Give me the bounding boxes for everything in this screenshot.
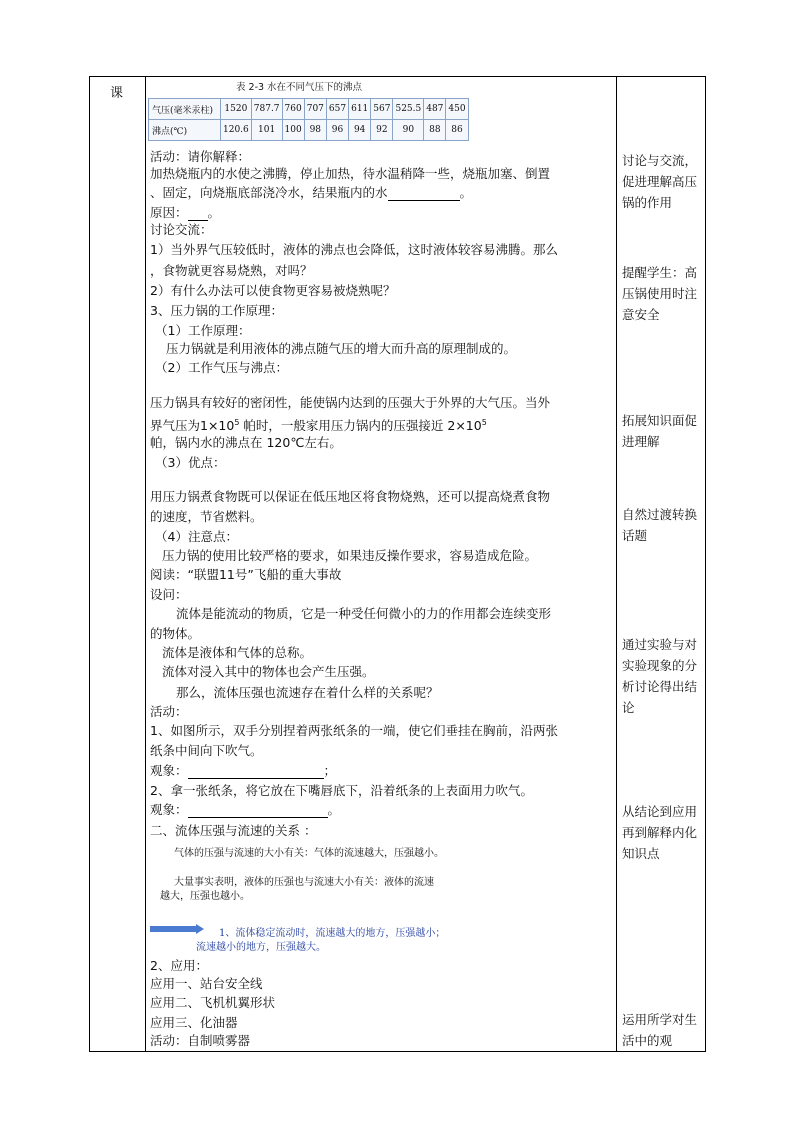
answer-blank[interactable] xyxy=(388,188,460,201)
text-line: 阅读：“联盟11号”飞船的重大事故 xyxy=(150,567,342,582)
answer-blank[interactable] xyxy=(188,805,328,818)
text-line: （4）注意点： xyxy=(155,529,238,544)
discussion-heading: 讨论交流： xyxy=(150,222,213,237)
activity-heading: 活动：请你解释： xyxy=(150,149,251,164)
table-cell: 525.5 xyxy=(393,99,424,120)
text-line: 帕，锅内水的沸点在 120℃左右。 xyxy=(150,435,342,450)
text-line: 应用一、站台安全线 xyxy=(150,976,263,991)
text-line: 2、拿一张纸条，将它放在下嘴唇底下，沿着纸条的上表面用力吹气。 xyxy=(150,783,533,798)
side-note: 讨论与交流，促进理解高压锅的作用 xyxy=(622,153,698,210)
table-cell: 92 xyxy=(371,120,393,141)
table-cell: 88 xyxy=(424,120,446,141)
answer-blank[interactable] xyxy=(188,208,208,221)
text-line: 越大，压强也越小。 xyxy=(160,891,250,902)
conclusion-line: 流速越小的地方，压强越大。 xyxy=(196,942,326,953)
text-line: 2）有什么办法可以使食物更容易被烧熟呢？ xyxy=(150,283,396,298)
text-line: 2、应用： xyxy=(150,958,208,973)
text-line: 原因： 。 xyxy=(150,205,221,220)
table-cell: 450 xyxy=(446,99,468,120)
boiling-point-table xyxy=(148,98,469,141)
table-cell: 787.7 xyxy=(251,99,282,120)
side-note: 拓展知识面促进理解 xyxy=(622,413,698,449)
text-line: 压力锅的使用比较严格的要求，如果违反操作要求，容易造成危险。 xyxy=(162,548,538,563)
table-cell: 98 xyxy=(304,120,326,141)
text-line: 界气压为$1\times 10^5$ 帕时，一般家用压力锅内的压强接近 $2\times 10^5$ xyxy=(150,418,487,434)
table-cell: 96 xyxy=(326,120,348,141)
text-line: （1）工作原理： xyxy=(155,323,251,338)
text-line: （2）工作气压与沸点： xyxy=(155,360,288,375)
side-note: 提醒学生：高压锅使用时注意安全 xyxy=(622,265,698,322)
text-line: 流体是能流动的物质，它是一种受任何微小的力的作用都会连续变形 xyxy=(176,606,552,621)
text-line: 活动： xyxy=(150,704,188,719)
text-line: 那么，流体压强也流速存在着什么样的关系呢？ xyxy=(176,685,439,700)
text-line: 设问： xyxy=(150,587,188,602)
text-line: 气体的压强与流速的大小有关：气体的流速越大，压强越小。 xyxy=(174,848,444,859)
text-line: 1、如图所示，双手分别捏着两张纸条的一端，使它们垂挂在胸前，沿两张 xyxy=(150,723,558,738)
text-line: 活动：自制喷雾器 xyxy=(150,1033,251,1048)
table-cell: 611 xyxy=(349,99,371,120)
text-line: 纸条中间向下吹气。 xyxy=(150,743,263,758)
text-line: 加热烧瓶内的水使之沸腾，停止加热，待水温稍降一些，烧瓶加塞、倒置 xyxy=(150,166,551,181)
side-note: 自然过渡转换话题 xyxy=(622,507,698,543)
text-line: 流体是液体和气体的总称。 xyxy=(162,645,313,660)
side-note: 从结论到应用再到解释内化知识点 xyxy=(622,804,698,861)
text-line: 大量事实表明，液体的压强也与流速大小有关：液体的流速 xyxy=(174,877,434,888)
side-note: 运用所学对生活中的观 xyxy=(622,1012,698,1048)
table-cell: 1520 xyxy=(221,99,252,120)
table-cell: 120.6 xyxy=(221,120,252,141)
text-line: 观象： ； xyxy=(150,763,337,778)
text-line: 1）当外界气压较低时，液体的沸点也会降低，这时液体较容易沸腾。那么 xyxy=(150,242,558,257)
text-line: 的速度，节省燃料。 xyxy=(150,509,263,524)
text-line: 压力锅就是利用液体的沸点随气压的增大而升高的原理制成的。 xyxy=(166,341,517,356)
text-line: 应用二、飞机机翼形状 xyxy=(150,995,276,1010)
section-heading: 二、流体压强与流速的关系 ： xyxy=(150,823,317,838)
text-line: 流体对浸入其中的物体也会产生压强。 xyxy=(162,664,375,679)
answer-blank[interactable] xyxy=(188,766,324,779)
side-note: 通过实验与对实验现象的分析讨论得出结论 xyxy=(622,637,698,715)
text-line: ，食物就更容易烧熟，对吗？ xyxy=(150,263,313,278)
table-row xyxy=(149,120,469,141)
conclusion-line: 1、流体稳定流动时，流速越大的地方，压强越小； xyxy=(219,928,446,939)
table-cell: 487 xyxy=(424,99,446,120)
table-cell: 657 xyxy=(326,99,348,120)
table-cell: 101 xyxy=(251,120,282,141)
table-caption: 表 2-3 水在不同气压下的沸点 xyxy=(236,82,363,93)
column-divider-right xyxy=(616,77,617,1051)
table-row xyxy=(149,99,469,120)
text-line: 的物体。 xyxy=(150,626,201,641)
text-line: 用压力锅煮食物既可以保证在低压地区将食物烧熟，还可以提高烧煮食物 xyxy=(150,489,551,504)
column-divider-left xyxy=(145,77,146,1051)
table-cell: 90 xyxy=(393,120,424,141)
text-line: 应用三、化油器 xyxy=(150,1015,238,1030)
table-cell: 707 xyxy=(304,99,326,120)
text-line: （3）优点： xyxy=(155,455,226,470)
table-cell: 760 xyxy=(282,99,304,120)
right-arrow-icon xyxy=(150,924,204,934)
table-cell: 86 xyxy=(446,120,468,141)
table-header-boiling: 沸点(℃) xyxy=(149,120,221,141)
column-label-lesson: 课 xyxy=(110,86,124,101)
section-heading: 3、压力锅的工作原理： xyxy=(150,303,283,318)
table-cell: 94 xyxy=(349,120,371,141)
text-line: 、固定，向烧瓶底部浇冷水，结果瓶内的水 。 xyxy=(150,185,473,200)
table-cell: 100 xyxy=(282,120,304,141)
table-header-pressure: 气压(毫米汞柱) xyxy=(149,99,221,120)
table-cell: 567 xyxy=(371,99,393,120)
text-line: 观象： 。 xyxy=(150,802,341,817)
text-line: 压力锅具有较好的密闭性，能使锅内达到的压强大于外界的大气压。当外 xyxy=(150,395,551,410)
